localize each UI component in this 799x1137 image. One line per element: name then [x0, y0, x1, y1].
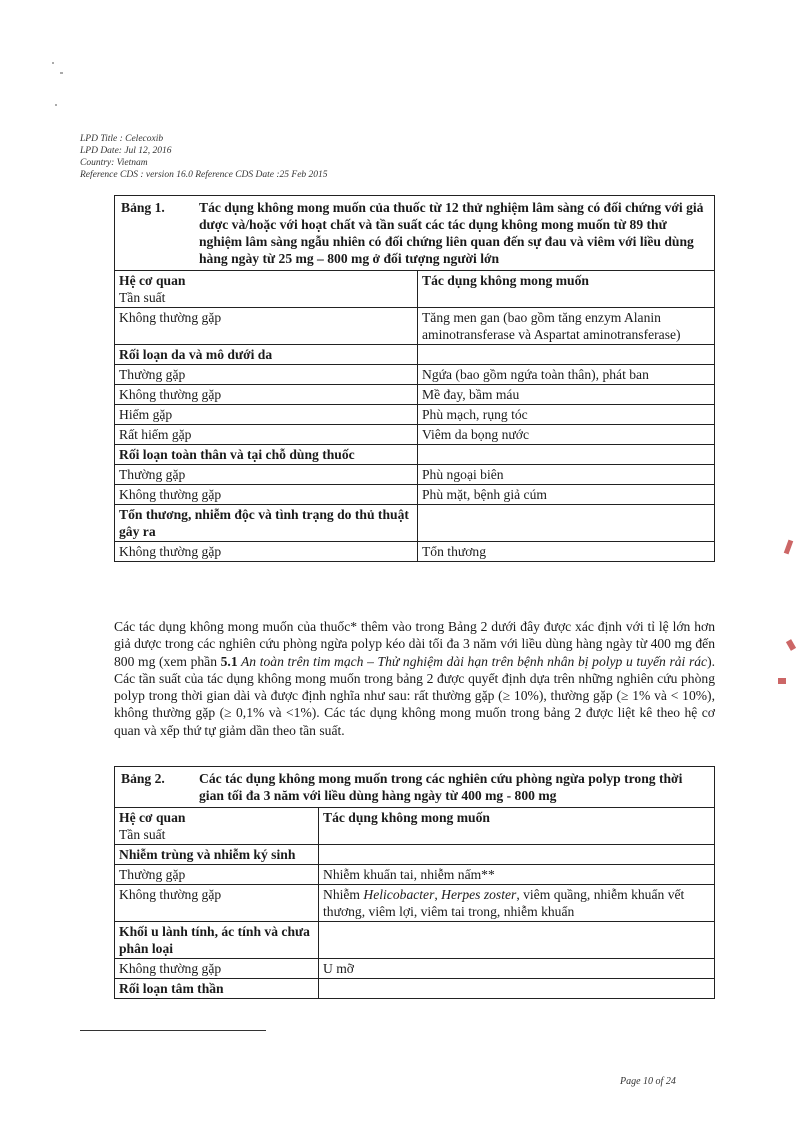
- text-run: Herpes zoster: [441, 887, 517, 902]
- table-cell: Viêm da bọng nước: [418, 425, 715, 445]
- table-cell: [319, 922, 715, 959]
- table-row: [115, 505, 715, 542]
- table-cell: Rối loạn da và mô dưới da: [115, 345, 418, 365]
- table-cell: [418, 345, 715, 365]
- column-header: Tác dụng không mong muốn: [418, 271, 715, 308]
- table-row: [115, 922, 715, 959]
- body-paragraph: [114, 618, 715, 739]
- text-run: ). Các tần suất của tác dụng không mong muốn trong bảng 2 được quyết định dựa trên những nghiên cứu phòng polyp trong thời gian dài và được định nghĩa như sau: rất thường gặp (≥ 10%), thường gặp (≥ 1% và < 10%), không thường gặp (≥ 0,1% và <1%). Các tác dụng không mong muốn trong bảng 2 được liệt kê theo hệ cơ quan và xếp thứ tự giảm dần theo tần suất.: [114, 653, 716, 738]
- table-cell: Không thường gặp: [115, 542, 418, 562]
- scan-mark: [784, 540, 793, 555]
- text-run: 5.1: [220, 653, 238, 669]
- scan-speck: [55, 104, 57, 106]
- text-run: Nhiễm: [323, 887, 364, 902]
- scan-speck: [60, 72, 63, 74]
- table-row: [115, 979, 715, 999]
- table-cell: Rất hiếm gặp: [115, 425, 418, 445]
- table-row: [115, 959, 715, 979]
- table-cell: [115, 271, 418, 308]
- table-cell: Hiếm gặp: [115, 405, 418, 425]
- table-row: [115, 445, 715, 465]
- table-cell: Tổn thương: [418, 542, 715, 562]
- column-subheader: Tần suất: [119, 290, 166, 305]
- text-run: Helicobacter: [363, 887, 435, 902]
- table-cell: Không thường gặp: [115, 885, 319, 922]
- table-cell: [319, 885, 715, 922]
- table-caption-row: [115, 196, 715, 271]
- table-caption-row: [115, 767, 715, 808]
- column-header: Hệ cơ quan: [119, 273, 186, 288]
- table-row: [115, 845, 715, 865]
- table-row: [115, 365, 715, 385]
- column-header: Hệ cơ quan: [119, 810, 186, 825]
- page-number: Page 10 of 24: [620, 1076, 676, 1087]
- table-label: Bảng 2.: [121, 771, 165, 786]
- table-cell: Thường gặp: [115, 465, 418, 485]
- table-cell: [115, 196, 715, 271]
- text-run: , viêm quầng, nhiễm khuẩn vết thương, viêm lợi, viêm tai trong, nhiễm khuẩn: [323, 887, 685, 919]
- scan-speck: [52, 62, 54, 64]
- table-row: [115, 865, 715, 885]
- table-caption: Các tác dụng không mong muốn trong các nghiên cứu phòng ngừa polyp trong thời gian tối đa 3 năm với liều dùng hàng ngày từ 400 mg - 800 mg: [199, 771, 683, 803]
- table-caption: Tác dụng không mong muốn của thuốc từ 12 thử nghiệm lâm sàng có đối chứng với giả dược và/hoặc với hoạt chất và tần suất các tác dụng không mong muốn từ 89 thử nghiệm lâm sàng ngẫu nhiên có đối chứng liên quan đến sự đau và viêm với liều dùng hàng ngày từ 25 mg – 800 mg ở đối tượng người lớn: [199, 200, 704, 266]
- header-line: LPD Title : Celecoxib: [80, 134, 164, 144]
- table-header-row: [115, 808, 715, 845]
- header-line: LPD Date: Jul 12, 2016: [80, 146, 172, 156]
- table-cell: Không thường gặp: [115, 485, 418, 505]
- table-cell: [319, 845, 715, 865]
- table-cell: Nhiễm trùng và nhiễm ký sinh: [115, 845, 319, 865]
- table-cell: Tổn thương, nhiễm độc và tình trạng do thủ thuật gây ra: [115, 505, 418, 542]
- table-cell: Không thường gặp: [115, 385, 418, 405]
- text-run: An toàn trên tim mạch – Thử nghiệm dài hạn trên bệnh nhân bị polyp u tuyến rải rác: [237, 653, 708, 669]
- header-line: Country: Vietnam: [80, 158, 148, 168]
- text-run: ,: [434, 887, 442, 902]
- table-label: Bảng 1.: [121, 200, 165, 215]
- table-cell: Phù mặt, bệnh giả cúm: [418, 485, 715, 505]
- table-cell: [319, 979, 715, 999]
- table-2: [114, 766, 715, 999]
- table-cell: U mỡ: [319, 959, 715, 979]
- scan-mark: [786, 639, 796, 651]
- table-cell: Ngứa (bao gồm ngứa toàn thân), phát ban: [418, 365, 715, 385]
- table-header-row: [115, 271, 715, 308]
- table-cell: Thường gặp: [115, 865, 319, 885]
- table-1: [114, 195, 715, 562]
- table-row: [115, 425, 715, 445]
- table-cell: [418, 445, 715, 465]
- table-row: [115, 308, 715, 345]
- text-run: Các tác dụng không mong muốn của thuốc* thêm vào trong Bảng 2 dưới đây được xác định với tỉ lệ lớn hơn giả dược trong các nghiên cứu phòng ngừa polyp kéo dài tối đa 3 năm với liều dùng hàng ngày từ 400 mg đến 800 mg (xem phần: [114, 619, 715, 669]
- table-row: [115, 385, 715, 405]
- table-row: [115, 345, 715, 365]
- table-cell: Rối loạn tâm thần: [115, 979, 319, 999]
- document-header: [80, 133, 328, 181]
- table-cell: Tăng men gan (bao gồm tăng enzym Alanin aminotransferase và Aspartat aminotransferase): [418, 308, 715, 345]
- table-cell: Khối u lành tính, ác tính và chưa phân loại: [115, 922, 319, 959]
- column-header: Tác dụng không mong muốn: [319, 808, 715, 845]
- table-cell: [115, 767, 715, 808]
- table-cell: Phù ngoại biên: [418, 465, 715, 485]
- table-row: [115, 885, 715, 922]
- table-cell: Rối loạn toàn thân và tại chỗ dùng thuốc: [115, 445, 418, 465]
- table-row: [115, 542, 715, 562]
- table-cell: [115, 808, 319, 845]
- table-cell: Nhiễm khuẩn tai, nhiễm nấm**: [319, 865, 715, 885]
- table-row: [115, 405, 715, 425]
- table-cell: [418, 505, 715, 542]
- footnote-separator: [80, 1030, 266, 1031]
- table-row: [115, 485, 715, 505]
- scan-mark: [778, 678, 786, 684]
- header-line: Reference CDS : version 16.0 Reference CDS Date :25 Feb 2015: [80, 170, 328, 180]
- table-cell: Không thường gặp: [115, 308, 418, 345]
- table-cell: Phù mạch, rụng tóc: [418, 405, 715, 425]
- table-cell: Không thường gặp: [115, 959, 319, 979]
- table-cell: Mề đay, bầm máu: [418, 385, 715, 405]
- table-row: [115, 465, 715, 485]
- column-subheader: Tần suất: [119, 827, 166, 842]
- table-cell: Thường gặp: [115, 365, 418, 385]
